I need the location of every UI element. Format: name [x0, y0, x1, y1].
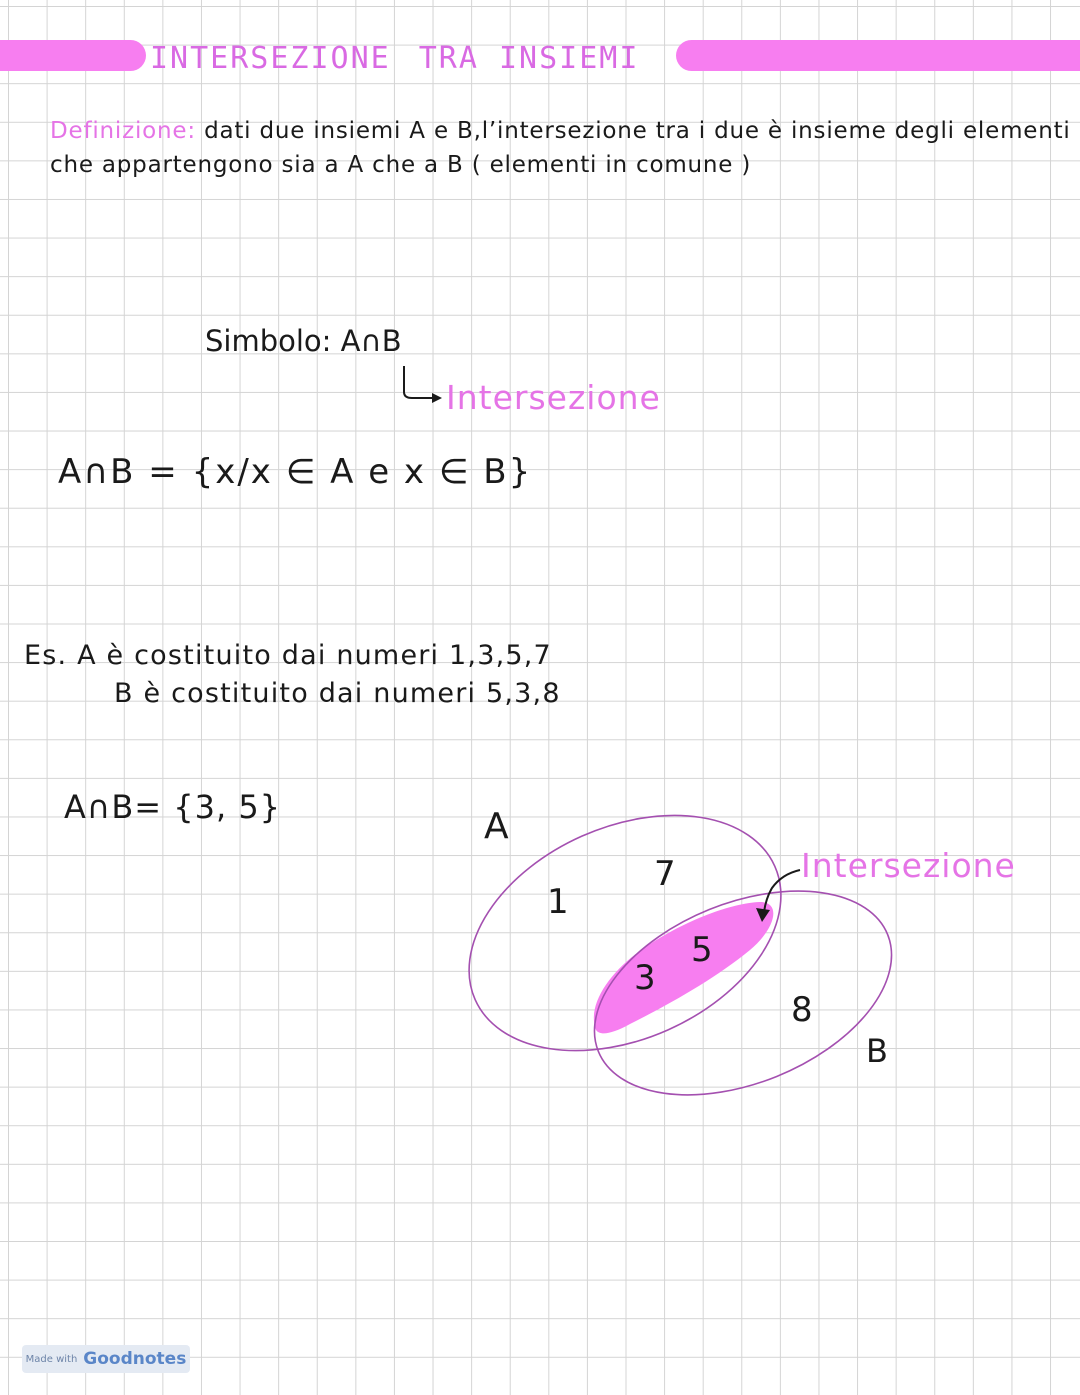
set-a-label: A: [484, 806, 509, 847]
example-result: A∩B= {3, 5}: [64, 788, 282, 826]
title-part-1: INTERSEZIONE: [150, 41, 391, 76]
definition-text: dati due insiemi A e B,l’intersezione tra i due è insieme degli elementi che appartengono sia a A che a B ( elementi in comune ): [50, 118, 1071, 178]
element-5: 5: [691, 930, 713, 970]
example-line-1: Es. A è costituito dai numeri 1,3,5,7: [24, 640, 552, 671]
goodnotes-badge: [22, 1345, 190, 1373]
symbol-value: A∩B: [340, 324, 402, 358]
symbol-annotation: Intersezione: [446, 378, 661, 417]
intersection-formula: A∩B = {x/x ∈ A e x ∈ B}: [58, 452, 533, 492]
title-part-2: TRA INSIEMI: [418, 41, 640, 76]
element-8: 8: [791, 990, 813, 1030]
definition-label: Definizione:: [50, 118, 196, 144]
symbol-label: Simbolo:: [205, 324, 332, 358]
set-b-label: B: [866, 1032, 888, 1070]
badge-made-with: Made with: [25, 1353, 78, 1365]
example-line-2: B è costituito dai numeri 5,3,8: [114, 678, 561, 709]
symbol-arrow-head: [432, 393, 442, 403]
symbol-arrow: [404, 366, 434, 398]
diagram-annotation: Intersezione: [801, 846, 1016, 885]
element-7: 7: [654, 854, 676, 894]
badge-brand: Goodnotes: [83, 1349, 187, 1369]
element-1: 1: [547, 882, 569, 922]
element-3: 3: [634, 958, 656, 998]
